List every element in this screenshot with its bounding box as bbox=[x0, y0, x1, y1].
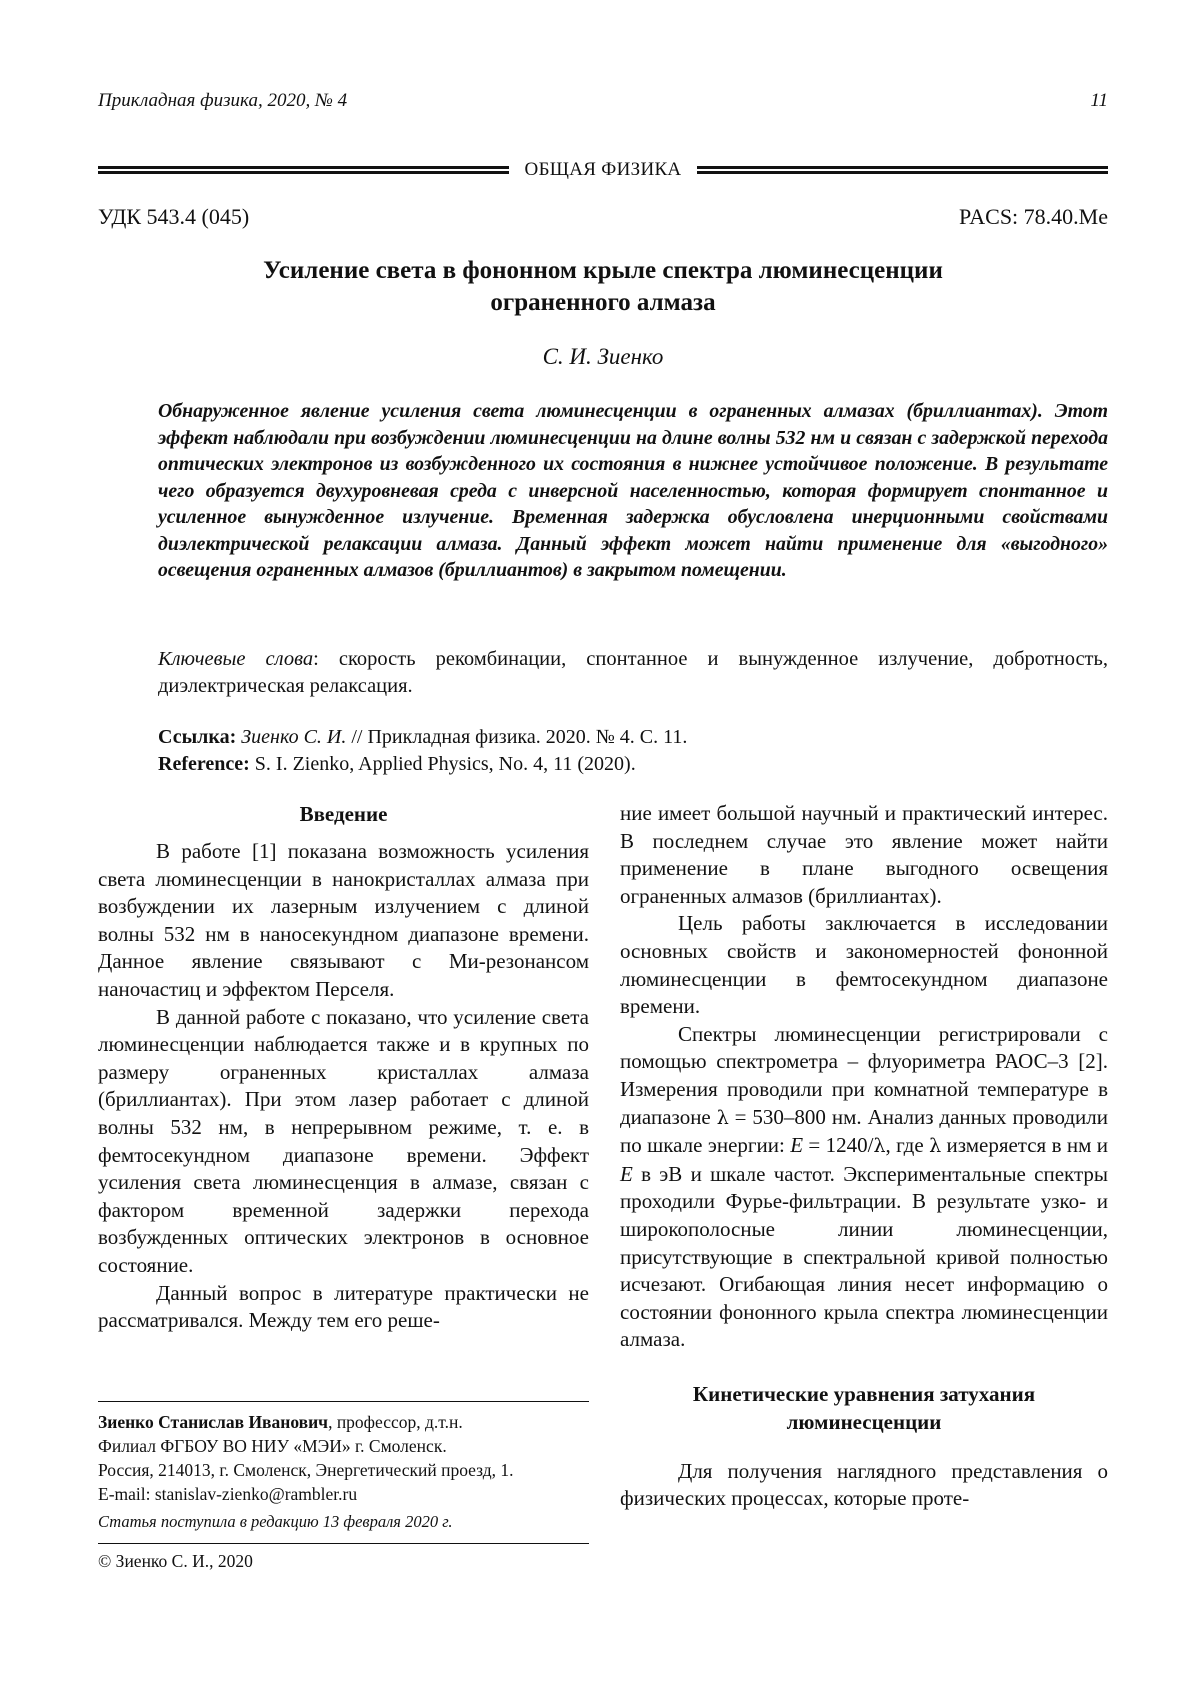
footnote-author-name: Зиенко Станислав Иванович bbox=[98, 1412, 329, 1432]
footnote-affiliation: Филиал ФГБОУ ВО НИУ «МЭИ» г. Смоленск. bbox=[98, 1436, 447, 1456]
citation-ru-text: // Прикладная физика. 2020. № 4. С. 11. bbox=[346, 726, 688, 748]
right-paragraph-1: ние имеет большой научный и практический интерес. В последнем случае это явление может найти применение в плане выгодного освещения ограненных алмазов (бриллиантах). bbox=[620, 801, 1108, 908]
abstract: Обнаруженное явление усиления света люминесценции в ограненных алмазах (бриллиантах). Этот эффект наблюдали при возбуждении люминесценции на длине волны 532 нм и связан с задержкой перехода оптических электронов из возбужденного их состояния в нижнее устойчивое положение. В результате чего образуется двухуровневая среда с инверсной населенностью, которая формирует спонтанное и усиленное вынужденное излучение. Временная задержка обусловлена инерционными свойствами диэлектрической релаксации алмаза. Данный эффект может найти применение для «выгодного» освещения ограненных алмазов (бриллиантов) в закрытом помещении. bbox=[158, 400, 1108, 581]
citation-ru bbox=[158, 724, 1108, 751]
p3-part-d: , где bbox=[885, 1133, 930, 1158]
right-paragraph-2: Цель работы заключается в исследовании основных свойств и закономерностей фононной люминесценции в фемтосекундном диапазоне времени. bbox=[620, 911, 1108, 1019]
p3-part-f: в эВ и шкале частот. Экспериментальные спектры проходили Фурье-фильтрации. В результате узко- и широкополосные линии люминесценции, присутствующие в спектральной кривой полностью исчезают. Огибающая линия несет информацию о состоянии фононного крыла спектра люминесценции алмаза. bbox=[620, 1161, 1108, 1352]
journal-name: Прикладная физика, 2020, № 4 bbox=[98, 90, 348, 111]
citation-ru-label: Ссылка: bbox=[158, 726, 237, 748]
p3-part-a: Спектры люминесценции регистрировали с помощью спектрометра – флуориметра РАОС–3 [2]. Измерения проводили при комнатной температуре в диапазоне bbox=[620, 1021, 1108, 1129]
footnote-author-line bbox=[98, 1410, 593, 1434]
section-rule-left bbox=[98, 166, 509, 174]
article-title bbox=[98, 255, 1108, 319]
footnote-email: E-mail: stanislav-zienko@rambler.ru bbox=[98, 1484, 358, 1504]
heading2-line-2: люминесценции bbox=[786, 1409, 942, 1434]
p3-part-e: измеряется в нм и bbox=[941, 1133, 1108, 1158]
keywords bbox=[158, 646, 1108, 700]
citation-en-text: S. I. Zienko, Applied Physics, No. 4, 11 (2020). bbox=[249, 753, 636, 775]
running-head bbox=[98, 90, 1108, 112]
right-paragraph-3 bbox=[620, 1021, 1108, 1354]
energy-symbol-2: E bbox=[620, 1161, 633, 1186]
copyright-notice: © Зиенко С. И., 2020 bbox=[98, 1551, 253, 1571]
citation-block bbox=[158, 724, 1108, 778]
right-paragraph-4: Для получения наглядного представления о физических процессах, которые проте- bbox=[620, 1458, 1108, 1511]
lambda-symbol: λ bbox=[716, 1106, 729, 1129]
section-band bbox=[98, 158, 1108, 182]
copyright-divider bbox=[98, 1543, 589, 1544]
title-line-1: Усиление света в фононном крыле спектра люминесценции bbox=[263, 257, 943, 284]
lambda-symbol-3: λ bbox=[929, 1135, 942, 1158]
intro-paragraph-1: В работе [1] показана возможность усиления света люминесценции в нанокристаллах алмаза при возбуждении их лазерным излучением с длиной волны 532 нм в наносекундном диапазоне времени. Данное явление связывают с Ми-резонансом наночастиц и эффектом Перселя. bbox=[98, 839, 589, 1001]
right-column bbox=[620, 800, 1108, 1513]
footnote-author-title: , профессор, д.т.н. bbox=[328, 1412, 463, 1432]
author-name: С. И. Зиенко bbox=[542, 344, 664, 369]
keywords-label: Ключевые слова bbox=[158, 648, 314, 670]
udc-code: УДК 543.4 (045) bbox=[98, 204, 250, 229]
citation-en bbox=[158, 751, 1108, 778]
title-line-2: ограненного алмаза bbox=[490, 289, 716, 316]
received-date: Статья поступила в редакцию 13 февраля 2020 г. bbox=[98, 1512, 453, 1531]
classification-codes bbox=[98, 204, 1108, 230]
intro-paragraph-2: В данной работе с показано, что усиление света люминесценции наблюдается также и в крупных по размеру ограненных кристаллах алмаза (бриллиантах). При этом лазер работает с длиной волны 532 нм, в непрерывном режиме, т. е. в фемтосекундном диапазоне времени. Эффект усиления света люминесценция в алмазе, связан с фактором временной задержки перехода возбужденных оптических электронов в основное состояние. bbox=[98, 1004, 589, 1277]
keywords-text: : скорость рекомбинации, спонтанное и вынужденное излучение, добротность, диэлектрическая релаксация. bbox=[158, 648, 1108, 697]
pacs-code: PACS: 78.40.Me bbox=[959, 204, 1108, 229]
introduction-heading: Введение bbox=[299, 802, 388, 826]
energy-symbol: E bbox=[790, 1133, 804, 1158]
p3-part-c: = 1240/ bbox=[803, 1133, 874, 1158]
author-footnote bbox=[98, 1410, 593, 1506]
page-number: 11 bbox=[1090, 90, 1108, 111]
heading2-line-1: Кинетические уравнения затухания bbox=[692, 1381, 1036, 1406]
p3-part-b: = 530–800 нм. Анализ данных проводили по шкале энергии: bbox=[620, 1104, 1108, 1158]
left-column bbox=[98, 800, 589, 1335]
section-name: ОБЩАЯ ФИЗИКА bbox=[524, 159, 682, 180]
intro-paragraph-3: Данный вопрос в литературе практически не рассматривался. Между тем его реше- bbox=[98, 1280, 589, 1333]
footnote-divider bbox=[98, 1401, 589, 1402]
section-rule-right bbox=[697, 166, 1108, 174]
footnote-address: Россия, 214013, г. Смоленск, Энергетический проезд, 1. bbox=[98, 1460, 514, 1480]
citation-en-label: Reference: bbox=[158, 753, 250, 775]
citation-ru-author: Зиенко С. И. bbox=[241, 726, 347, 748]
kinetic-equations-heading bbox=[620, 1380, 1108, 1436]
lambda-symbol-2: λ bbox=[873, 1135, 886, 1158]
